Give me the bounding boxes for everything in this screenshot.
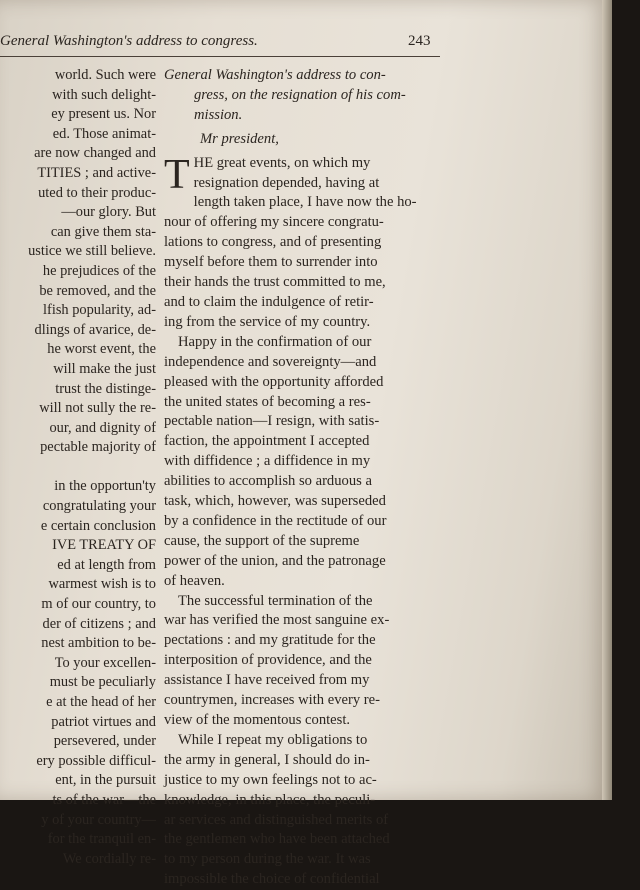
article-title-line: gress, on the resignation of his com- [194, 86, 406, 103]
paragraph-line: and to claim the indulgence of retir- [164, 293, 374, 310]
salutation: Mr president, [200, 130, 279, 147]
left-column-line: patriot virtues and [51, 713, 156, 730]
paragraph-line: task, which, however, was superseded [164, 493, 386, 510]
paragraph-line: the united states of becoming a res- [164, 393, 371, 410]
left-column-line: TITIES ; and active- [37, 164, 156, 181]
paragraph-line: lations to congress, and of presenting [164, 234, 382, 251]
paragraph-line: Happy in the confirmation of our [178, 333, 372, 350]
left-column-line: ts of the war—the [52, 791, 156, 808]
left-column-line: world. Such were [54, 67, 156, 83]
paragraph [164, 333, 456, 592]
left-column-line: nest ambition to be- [41, 635, 156, 652]
left-column-line: —our glory. But [61, 204, 156, 221]
paragraph-line: war has verified the most sanguine ex- [164, 612, 390, 629]
paragraph-line: pleased with the opportunity afforded [164, 373, 384, 390]
paragraph-line: ar services and distinguished merits of [164, 811, 389, 828]
paragraph-line: of heaven. [164, 572, 225, 589]
left-column-line: dlings of avarice, de- [34, 321, 156, 338]
page-number: 243 [408, 33, 431, 49]
running-title: General Washington's address to congress. [0, 33, 258, 49]
paragraph [164, 151, 456, 333]
left-column-line: will not sully the re- [39, 400, 156, 417]
left-column-line: he prejudices of the [42, 262, 156, 279]
left-column-line: trust the distinge- [55, 380, 156, 397]
paragraph-line: knowledge, in this place, the peculi- [164, 791, 376, 808]
left-column-line: ed. Those animat- [52, 125, 156, 142]
paragraph-line: to my person during the war. It was [164, 851, 371, 868]
paragraph-line: HE great events, on which my [193, 154, 371, 171]
left-column-line: IVE TREATY OF [52, 537, 156, 554]
left-column-line: be removed, and the [39, 282, 156, 299]
left-column-line: der of citizens ; and [42, 615, 156, 632]
left-column-line: To your excellen- [54, 654, 156, 671]
paragraph-line: pectable nation—I resign, with satis- [164, 413, 380, 430]
left-column-line: ery possible difficul- [36, 752, 156, 769]
paragraph-line: cause, the support of the supreme [164, 532, 360, 549]
article-column [164, 66, 456, 890]
paragraph-line: The successful termination of the [178, 592, 373, 609]
article-body [164, 151, 456, 890]
paragraph-line: nour of offering my sincere congratu- [164, 214, 384, 231]
left-column-line: with such delight- [52, 86, 156, 103]
paragraph-line: ing from the service of my country. [164, 313, 371, 330]
paragraph-line: independence and sovereignty—and [164, 353, 377, 370]
left-column-line: must be peculiarly [49, 674, 156, 691]
left-column-line: for the tranquil en- [47, 831, 156, 848]
paragraph-line: length taken place, I have now the ho- [193, 194, 417, 211]
left-column-line: warmest wish is to [48, 576, 156, 593]
left-column-line: in the opportun'ty [54, 478, 156, 495]
paragraph-line: by a confidence in the rectitude of our [164, 512, 387, 529]
paragraph-line: resignation depended, having at [193, 174, 380, 191]
left-column-line: he worst event, the [47, 341, 156, 358]
paragraph-line: the army in general, I should do in- [164, 751, 370, 768]
article-title-line: mission. [194, 106, 243, 123]
paragraph-line: countrymen, increases with every re- [164, 692, 380, 709]
paragraph-line: assistance I have received from my [164, 672, 370, 689]
paragraph-line: myself before them to surrender into [164, 254, 378, 271]
header-rule [0, 56, 440, 57]
paragraph [164, 731, 456, 890]
left-column-line: pectable majority of [40, 439, 156, 456]
paragraph-line: faction, the appointment I accepted [164, 433, 370, 450]
paragraph-line: abilities to accomplish so arduous a [164, 473, 372, 490]
left-column-line: uted to their produc- [38, 184, 156, 201]
paragraph-line: their hands the trust committed to me, [164, 274, 386, 291]
left-column-line: ustice we still believe. [28, 243, 156, 260]
left-column-line: e certain conclusion [40, 517, 156, 534]
left-column-line: our, and dignity of [49, 419, 156, 436]
left-column-line: ent, in the pursuit [55, 772, 156, 789]
left-column-line: ed at length from [57, 556, 156, 573]
left-column-line: e at the head of her [46, 694, 156, 710]
paragraph-line: impossible the choice of confidential [164, 871, 380, 888]
paragraph-line: with diffidence ; a diffidence in my [164, 453, 371, 470]
left-column-line: m of our country, to [41, 596, 156, 613]
paragraph-line: justice to my own feelings not to ac- [164, 771, 377, 788]
left-column-line: are now changed and [34, 145, 156, 162]
left-column [0, 66, 156, 869]
paragraph-line: pectations : and my gratitude for the [164, 632, 376, 649]
paragraph-line: power of the union, and the patronage [164, 552, 386, 569]
paragraph [164, 592, 456, 731]
left-column-line: persevered, under [53, 733, 156, 750]
paragraph-line: the gentlemen who have been attached [164, 831, 390, 848]
left-column-line: can give them sta- [50, 223, 156, 240]
left-column-line: lfish popularity, ad- [43, 302, 156, 319]
article-title-line: General Washington's address to con- [164, 67, 386, 83]
left-column-line: will make the just [53, 360, 156, 377]
left-column-line: y of your country— [41, 811, 156, 828]
article-title [164, 66, 456, 126]
left-column-line: We cordially re- [62, 850, 156, 867]
left-column-line [0, 458, 156, 478]
drop-cap: T [164, 151, 190, 198]
left-column-line: congratulating your [42, 498, 156, 515]
paragraph-line: view of the momentous contest. [164, 712, 351, 728]
left-column-line: ey present us. Nor [51, 106, 156, 123]
paragraph-line: interposition of providence, and the [164, 652, 372, 669]
paragraph-line: While I repeat my obligations to [178, 731, 368, 748]
